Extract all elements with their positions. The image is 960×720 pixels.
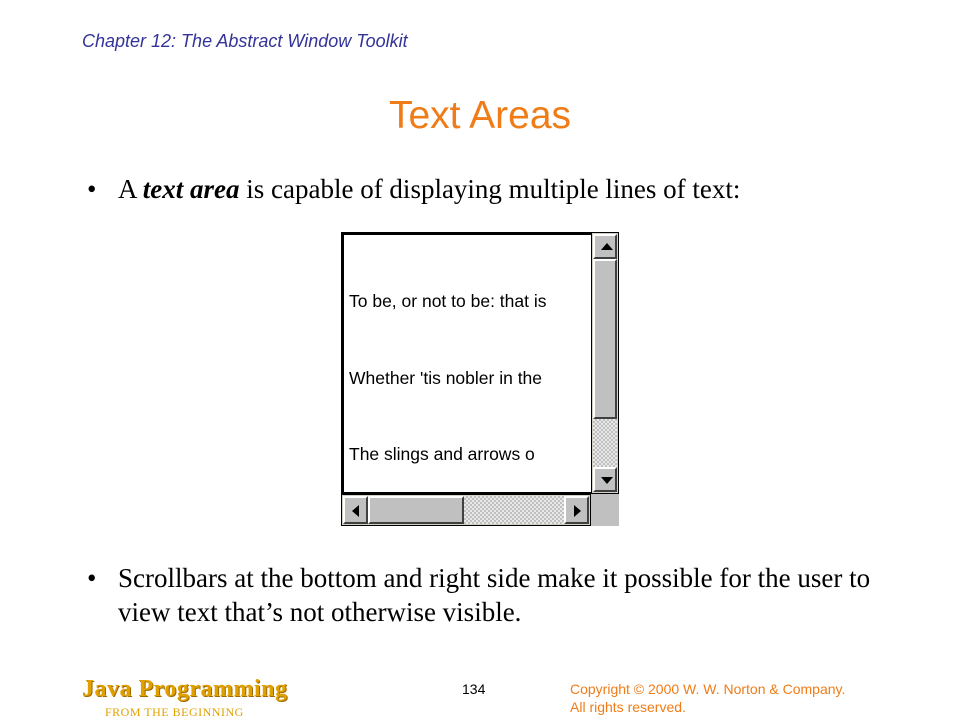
scroll-left-button[interactable] [343,496,368,524]
vertical-scroll-thumb[interactable] [593,259,617,419]
bullet-text-post: is capable of displaying multiple lines of text: [239,174,741,204]
bullet-text-pre: A [118,174,143,204]
scroll-right-button[interactable] [564,496,589,524]
copyright-notice [570,680,910,716]
text-area-line: Whether 'tis nobler in the [349,367,543,388]
arrow-down-icon [601,477,613,484]
vertical-scrollbar[interactable] [591,232,619,494]
slide-title: Text Areas [388,94,572,137]
bullet-text: Scrollbars at the bottom and right side make it possible for the user to view text that’s not otherwise visible. [118,563,871,627]
bullet-marker: • [87,563,97,593]
scroll-down-button[interactable] [593,467,617,492]
text-area-line: To be, or not to be: that is [349,291,547,311]
brand-logo-text: Java Programming [82,676,288,702]
text-area-widget [341,232,619,526]
arrow-right-icon [574,505,581,517]
copyright-line: Copyright © 2000 W. W. Norton & Company. [570,681,846,697]
text-area[interactable] [341,232,593,494]
bullet-text-emphasis: text area [142,174,240,204]
scrollbar-corner [591,494,619,526]
chapter-heading: Chapter 12: The Abstract Window Toolkit [82,31,408,51]
arrow-up-icon [601,243,613,250]
bullet-marker: • [87,174,97,204]
text-area-content [349,238,546,494]
horizontal-scroll-thumb[interactable] [368,496,464,524]
page-number: 134 [462,681,486,697]
bullet-scrollbars-explanation [87,561,878,629]
horizontal-scrollbar[interactable] [341,494,591,526]
copyright-line: All rights reserved. [570,699,686,715]
arrow-left-icon [352,505,359,517]
text-area-line: The slings and arrows o [349,444,535,464]
scroll-up-button[interactable] [593,234,617,259]
bullet-text-area-definition [87,172,741,206]
brand-subtitle: FROM THE BEGINNING [105,705,244,719]
